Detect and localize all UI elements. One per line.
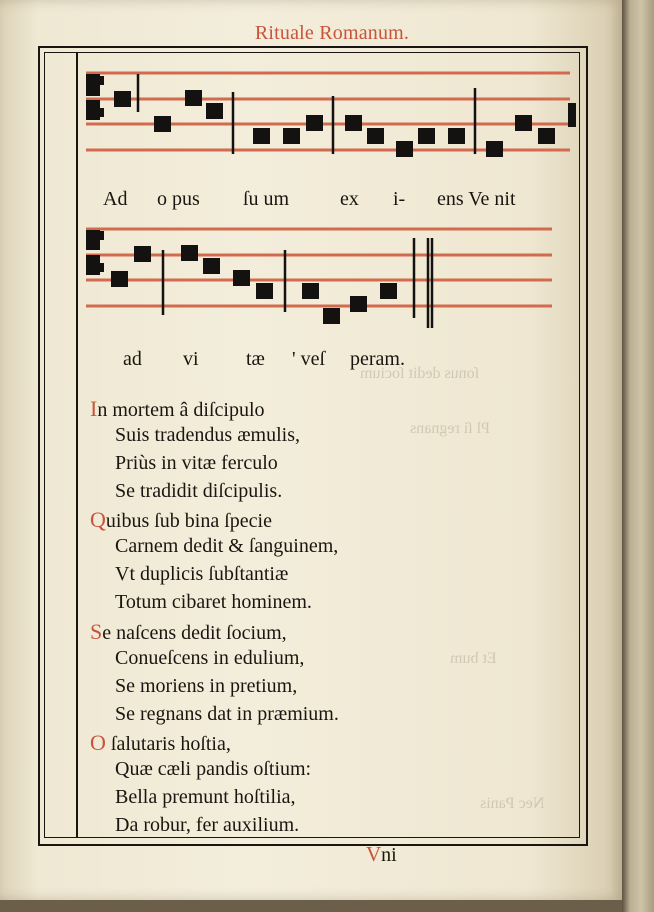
verse-line: Se regnans dat in præmium.	[115, 703, 339, 725]
chant-syllable: vi	[183, 348, 199, 370]
adjacent-page-edge	[622, 0, 654, 912]
chant-syllable: ' veſ	[292, 348, 326, 370]
verse-text: n mortem â diſcipulo	[97, 399, 265, 421]
verse-line-first	[90, 507, 272, 533]
verse-line: Suis tradendus æmulis,	[115, 424, 301, 446]
clef-2	[86, 230, 104, 275]
verse-line-first	[90, 396, 265, 422]
neumes-2	[111, 245, 397, 324]
verse-line: Quæ cæli pandis oſtium:	[115, 758, 312, 780]
verse-line-first	[90, 730, 231, 756]
verse-line: Carnem dedit & ſanguinem,	[115, 535, 339, 557]
bleed-through-text: Nec Panis	[480, 795, 545, 812]
bleed-through-text: ſonus dedit ſocium	[360, 365, 480, 382]
running-head: Rituale Romanum.	[254, 22, 410, 44]
bleed-through-text: Et bum	[450, 650, 497, 667]
chant-syllable: ſu um	[243, 188, 290, 210]
verse-text: ſalutaris hoſtia,	[105, 733, 231, 755]
verse-line: Da robur, fer auxilium.	[115, 814, 300, 836]
chant-syllable: tæ	[246, 348, 265, 370]
bleed-through-text: Pl ſi regnans	[410, 420, 490, 437]
staff-1	[86, 73, 570, 150]
chant-syllable: peram.	[350, 348, 405, 370]
verse-line: Priùs in vitæ ferculo	[115, 452, 278, 474]
verse-line-first	[90, 619, 287, 645]
catchword	[366, 842, 397, 867]
rubric-initial: I	[90, 396, 98, 421]
chant-syllable: i-	[393, 188, 406, 210]
chant-syllable: o pus	[157, 188, 200, 210]
verse-line: Bella premunt hoſtilia,	[115, 786, 296, 808]
chant-syllable: Ad	[103, 188, 128, 210]
verse-line: Se tradidit diſcipulis.	[115, 480, 283, 502]
catchword-text: ni	[381, 844, 397, 866]
rubric-initial: O	[90, 730, 106, 755]
rubric-initial: Q	[90, 507, 106, 532]
chant-syllable: ad	[123, 348, 142, 370]
verse-line: Vt duplicis ſubſtantiæ	[115, 563, 289, 585]
verse-text: e naſcens dedit ſocium,	[102, 622, 287, 644]
verse-line: Totum cibaret hominem.	[115, 591, 312, 613]
chant-syllable: ens Ve nit	[437, 188, 516, 210]
rubric-initial: V	[366, 842, 382, 866]
clef-1	[86, 74, 104, 120]
verse-line: Se moriens in pretium,	[115, 675, 298, 697]
verse-line: Conueſcens in edulium,	[115, 647, 305, 669]
rubric-initial: S	[90, 619, 103, 644]
verse-text: uibus ſub bina ſpecie	[105, 510, 272, 532]
chant-syllable: ex	[340, 188, 359, 210]
